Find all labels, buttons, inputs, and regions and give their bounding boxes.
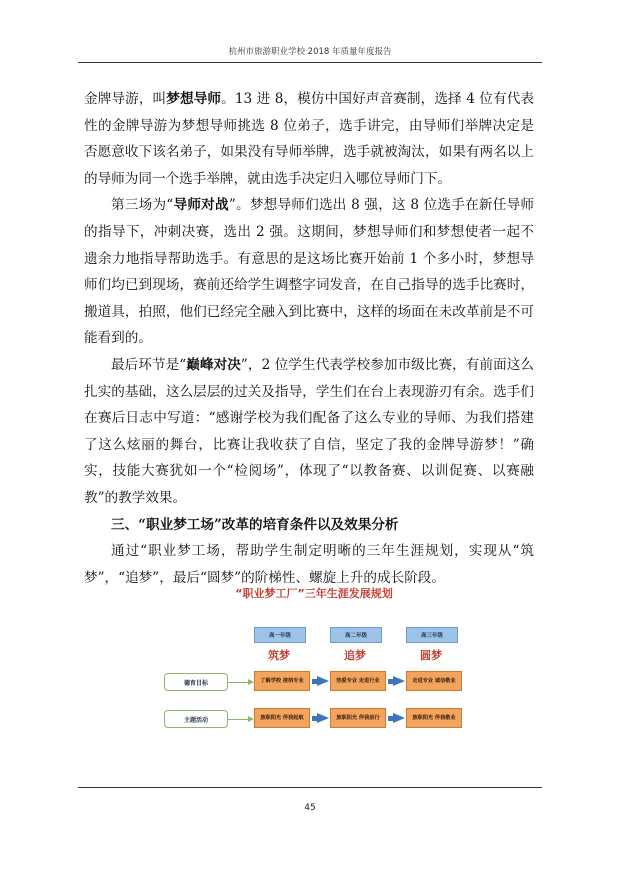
footer-rule [78, 787, 542, 788]
row-2-arrow-1 [317, 713, 329, 723]
paragraph-2 [84, 192, 534, 352]
stage-label-2: 追梦 [344, 649, 366, 662]
grade-box-3: 高三年级 [406, 627, 458, 643]
paragraph-1-text-a: 金牌导游，叫 [84, 91, 167, 107]
row-1-cell-3: 走进专业 诚信敬业 [406, 671, 462, 691]
grade-box-1: 高一年级 [254, 627, 306, 643]
paragraph-2-bold: 导师对战 [173, 197, 229, 214]
page-number: 45 [304, 803, 316, 813]
row-1-arrow-2 [393, 676, 405, 686]
paragraph-1 [84, 86, 534, 192]
paragraph-3 [84, 352, 534, 512]
paragraph-3-bold: 巅峰对决 [186, 356, 241, 373]
header-rule [78, 62, 542, 63]
closing-paragraph: 通过“职业梦工场，帮助学生制定明晰的三年生涯规划，实现从“筑梦”，“追梦”，最后“圆梦”的阶梯性、螺旋上升的成长阶段。 [84, 543, 534, 586]
row-2-cell-3: 旅职阳光 伴我敬业 [406, 708, 462, 728]
row-2-cell-2: 旅职阳光 伴我前行 [330, 708, 386, 728]
stage-label-3: 圆梦 [420, 649, 442, 662]
row-2-cell-1: 旅职阳光 伴我起航 [254, 708, 310, 728]
grade-box-2: 高二年级 [330, 627, 382, 643]
row-2-arrow-2 [393, 713, 405, 723]
body-text [84, 86, 534, 591]
paragraph-2-text-b: ”。梦想导师们选出 8 强，这 8 位选手在新任导师的指导下，冲刺决赛，选出 2 强。这期间，梦想导师们和梦想使者一起不遗余力地指导帮助选手。有意思的是这场比赛开始前 1 个多小时，梦想导师们均已到现场，赛前还给学生调整字词发音，在自己指导的选手比赛时，搬道具，拍照，他们已经完全融入到比赛中，这样的场面在未改革前是不可能看到的。 [84, 197, 535, 347]
row-1-cell-1: 了解学校 接纳专业 [254, 671, 310, 691]
row-label-2: 主题活动 [164, 710, 228, 728]
row-2-connector-line [227, 719, 249, 720]
diagram-title: “职业梦工厂”三年生涯发展规划 [235, 587, 393, 600]
paragraph-1-bold: 梦想导师 [166, 91, 222, 107]
row-1-connector-line [227, 682, 249, 683]
row-1-cell-2: 热爱专业 走进行业 [330, 671, 386, 691]
row-label-1: 德育目标 [164, 673, 228, 691]
career-plan-diagram [164, 585, 464, 745]
paragraph-1-text-b: 。13 进 8，模仿中国好声音赛制，选择 4 位有代表性的金牌导游为梦想导师挑选 8 位弟子，选手讲完，由导师们举牌决定是否愿意收下该名弟子，如果没有导师举牌，选手就被淘汰，如果有两名以上的导师为同一个选手举牌，就由选手决定归入哪位导师门下。 [84, 91, 535, 187]
paragraph-3-text-a: 最后环节是“ [111, 356, 187, 373]
stage-label-1: 筑梦 [268, 649, 290, 662]
section-heading: 三、“职业梦工场”改革的培育条件以及效果分析 [111, 516, 399, 533]
running-header: 杭州市旅游职业学校 2018 年质量年度报告 [228, 47, 392, 57]
paragraph-3-text-b: ”，2 位学生代表学校参加市级比赛，有前面这么扎实的基础，这么层层的过关及指导，学生们在台上表现游刃有余。选手们在赛后日志中写道：“感谢学校为我们配备了这么专业的导师、为我们搭建了这么炫丽的舞台，比赛让我收获了自信，坚定了我的金牌导游梦！”确实，技能大赛犹如一个“检阅场”，体现了“以教备赛、以训促赛、以赛融教”的教学效果。 [84, 356, 535, 506]
row-1-arrow-1 [317, 676, 329, 686]
paragraph-2-text-a: 第三场为“ [111, 197, 174, 214]
